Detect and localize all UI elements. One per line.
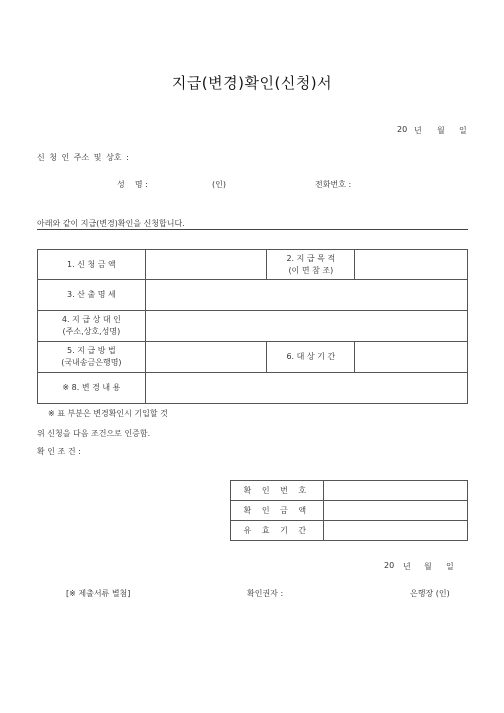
date-bottom-year-unit: 년 [403, 562, 411, 571]
field-confirm-number[interactable] [323, 481, 467, 501]
field-validity[interactable] [323, 521, 467, 541]
date-bottom-month: 월 [424, 562, 432, 571]
field-change[interactable] [145, 373, 467, 404]
applicant-address-label: 신 청 인 주소 및 상호 : [37, 153, 129, 162]
label-purpose-line2: (이 면 참 조) [288, 265, 334, 275]
date-bottom-day: 일 [446, 562, 454, 571]
date-bottom-year: 20 [384, 561, 395, 570]
label-confirm-number: 확 인 번 호 [231, 481, 324, 501]
confirmation-table [230, 480, 468, 541]
label-payee-line2: (주소,상호,성명) [62, 327, 121, 336]
label-payee [38, 311, 146, 342]
field-amount[interactable] [145, 250, 267, 280]
page-title: 지급(변경)확인(신청)서 [171, 74, 333, 92]
label-payee-line1: 4. 지 급 상 대 인 [61, 315, 121, 324]
conditions-label: 확 인 조 건 : [37, 447, 81, 456]
label-change: ※ 8. 변 경 내 용 [38, 373, 146, 404]
date-top-month: 월 [437, 126, 445, 135]
label-period: 6. 대 상 기 간 [267, 342, 355, 373]
field-method[interactable] [145, 342, 267, 373]
request-underline [37, 229, 468, 230]
field-confirm-amount[interactable] [323, 501, 467, 521]
label-validity: 유 효 기 간 [231, 521, 324, 541]
application-table [37, 249, 468, 404]
applicant-seal: (인) [212, 180, 226, 189]
label-detail: 3. 산 출 명 세 [38, 280, 146, 311]
submitted-documents: [※ 제출서류 별첨] [66, 589, 131, 598]
date-top-day: 일 [459, 126, 467, 135]
certify-text: 위 신청을 다음 조건으로 인증함. [37, 429, 151, 438]
field-period[interactable] [355, 342, 468, 373]
field-purpose[interactable] [355, 250, 468, 280]
label-confirm-amount: 확 인 금 액 [231, 501, 324, 521]
confirmer-label: 확인권자 : [247, 589, 284, 598]
label-purpose [267, 250, 355, 280]
label-method-line2: (국내송금은행명) [61, 358, 122, 367]
note-text: ※ 표 부분은 변경확인시 기입할 것 [48, 409, 168, 418]
request-text: 아래와 같이 지급(변경)확인을 신청합니다. [37, 219, 185, 228]
date-top-year: 20 [397, 125, 408, 134]
bank-manager-seal: 은행장 (인) [410, 589, 450, 598]
applicant-name-label: 성 명 : [117, 180, 148, 189]
field-payee[interactable] [145, 311, 467, 342]
applicant-phone-label: 전화번호 : [315, 180, 352, 189]
label-method-line1: 5. 지 급 방 법 [67, 346, 116, 355]
label-amount: 1. 신 청 금 액 [38, 250, 146, 280]
date-top-year-unit: 년 [414, 126, 422, 135]
label-method [38, 342, 146, 373]
label-purpose-line1: 2. 지 급 목 적 [286, 253, 336, 263]
field-detail[interactable] [145, 280, 467, 311]
